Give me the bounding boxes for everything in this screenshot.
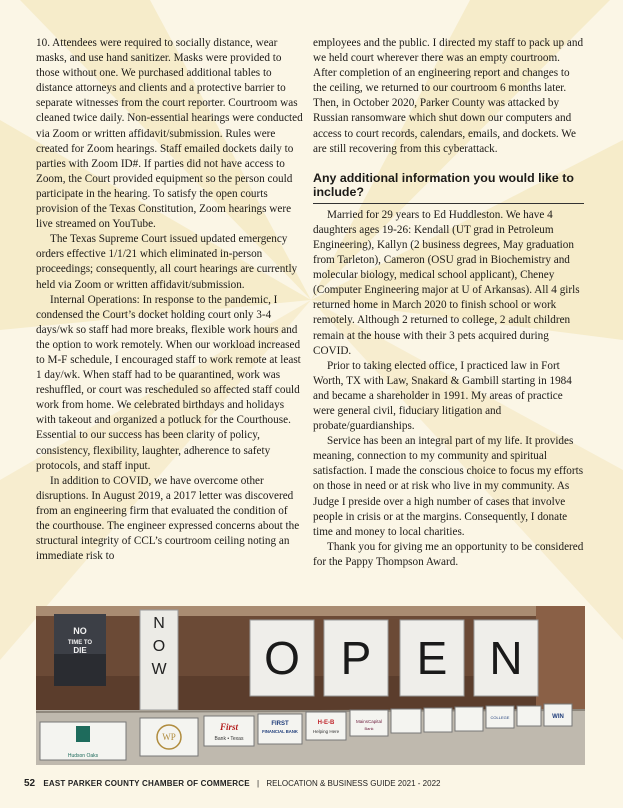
banner-4-sub: FINANCIAL BANK	[262, 729, 298, 734]
banner-2-text: WP	[162, 732, 176, 742]
banner-10-text: COLLEGE	[490, 715, 510, 720]
paragraph-continued: employees and the public. I directed my staff to pack up and we held court wherever there was an empty courtroom. After completion of an engineering report and changes to the ceiling, we returned to our courtroom 6 months later. Then, in October 2020, Parker County was attacked by Russian ransomware which shut down our computers and access to court records, calendars, emails, and dockets. We are still recovering from this cyberattack.	[313, 37, 584, 155]
poster-line-3: DIE	[73, 646, 87, 655]
storefront-photo	[36, 606, 585, 765]
page-footer	[24, 778, 440, 789]
paragraph-thanks: Thank you for giving me an opportunity to be considered for the Pappy Thompson Award.	[313, 540, 584, 568]
banner-6-sub: Bank	[364, 726, 374, 731]
window-letter-w: W	[151, 661, 167, 678]
banner-3-title: First	[219, 722, 239, 732]
window-letter-n2: N	[489, 632, 523, 684]
window-letter-p: P	[340, 632, 372, 684]
page-number: 52	[24, 778, 36, 789]
footer-separator: |	[257, 779, 260, 788]
window-letter-o2: O	[264, 632, 300, 684]
banner-12-text: WIN	[552, 714, 564, 720]
paragraph-covid-measures: 10. Attendees were required to socially distance, wear masks, and use hand sanitizer. Masks were provided to those without one. We purchased additional tables to distance attorneys and clients and a protective barrier to separate witnesses from the court reporter. Courtroom was cleaned twice daily. Non-essential hearings were conducted via Zoom or written affidavit/submission. Rules were created for Zoom hearings. Staff emailed dockets daily to parties with Zoom ID#. If parties did not have access to Zoom, the Court provided equipment so the person could participate in the hearing. To satisfy the open courts provision of the Texas Constitution, Zoom hearings were live streamed on YouTube.	[36, 37, 303, 231]
window-letter-n: N	[153, 615, 165, 632]
window-letter-o1: O	[152, 638, 166, 655]
banner-3-sub: Bank • Texas	[214, 736, 244, 742]
window-letter-e: E	[416, 632, 448, 684]
section-name: RELOCATION & BUSINESS GUIDE 2021 - 2022	[266, 779, 441, 788]
banner-5-sub: Helping Here	[312, 729, 340, 734]
poster-line-2: TIME TO	[67, 640, 93, 646]
storefront-illustration	[36, 606, 585, 765]
banner-6-title: MainsCapital	[355, 719, 383, 724]
paragraph-family: Married for 29 years to Ed Huddleston. We have 4 daughters ages 19-26: Kendall (UT grad in Petroleum Engineering), Kallyn (2 business degrees, May graduation from Tarleton), Cameron (OSU grad in Biochemistry and molecular biology, medical school applicant), Cheney (Computer Engineering major at U of Arkansas). All 4 girls returned home in March 2020 to finish school or work remotely. Although 2 returned to college, 2 adult children remain at the house with their 3 pets acquired during COVID.	[313, 208, 580, 357]
banner-4-title: FIRST	[271, 721, 289, 727]
right-column	[313, 36, 584, 570]
paragraph-service: Service has been an integral part of my life. It provides meaning, connection to my community and spiritual satisfaction. I made the conscious choice to focus my efforts on those in need or at risk who live in my community. As Judge I preside over a high number of cases that involve people in crisis or at the margins. Consequently, I donate time and money to local charities.	[313, 435, 584, 538]
poster-line-1: NO	[73, 626, 87, 636]
paragraph-law-practice: Prior to taking elected office, I practiced law in Fort Worth, TX with Law, Snakard & Gambill starting in 1984 and became a shareholder in 1991. My areas of practice were general civil, fiduciary litigation and probate/guardianships.	[313, 359, 572, 433]
section-heading: Any additional information you would like to include?	[313, 171, 584, 204]
publication-name: EAST PARKER COUNTY CHAMBER OF COMMERCE	[43, 779, 250, 788]
banner-1-text: Hudson Oaks	[67, 753, 99, 759]
paragraph-internal-operations: Internal Operations: In response to the pandemic, I condensed the Court’s docket holding court only 3-4 days/wk so staff had more breaks, flexible work hours and the option to work remotely. When our workload increased to M-F schedule, I encouraged staff to work remote at least 1 day/wk. When staff had to be quarantined, work was reshuffled, or court was rescheduled so affected staff could work from home. We celebrated birthdays and holidays with takeout and organized a potluck for the Courthouse. Essential to our success has been clarity of policy, consistency, flexibility, laughter, adherence to safety protocols, and staff input.	[36, 293, 301, 472]
paragraph-supreme-court-orders: The Texas Supreme Court issued updated emergency orders effective 1/1/21 which eliminated in-person proceedings; consequently, all court hearings are currently held via Zoom or written affidavit/submission.	[36, 233, 298, 291]
left-column	[36, 36, 304, 564]
paragraph-other-disruptions: In addition to COVID, we have overcome other disruptions. In August 2019, a 2017 letter was discovered from an engineering firm that evaluated the condition of the courthouse. The engineer expressed concerns about the structural integrity of CCL’s courtroom ceiling noting an immediate risk to	[36, 474, 300, 563]
banner-5-title: H-E-B	[317, 720, 335, 726]
